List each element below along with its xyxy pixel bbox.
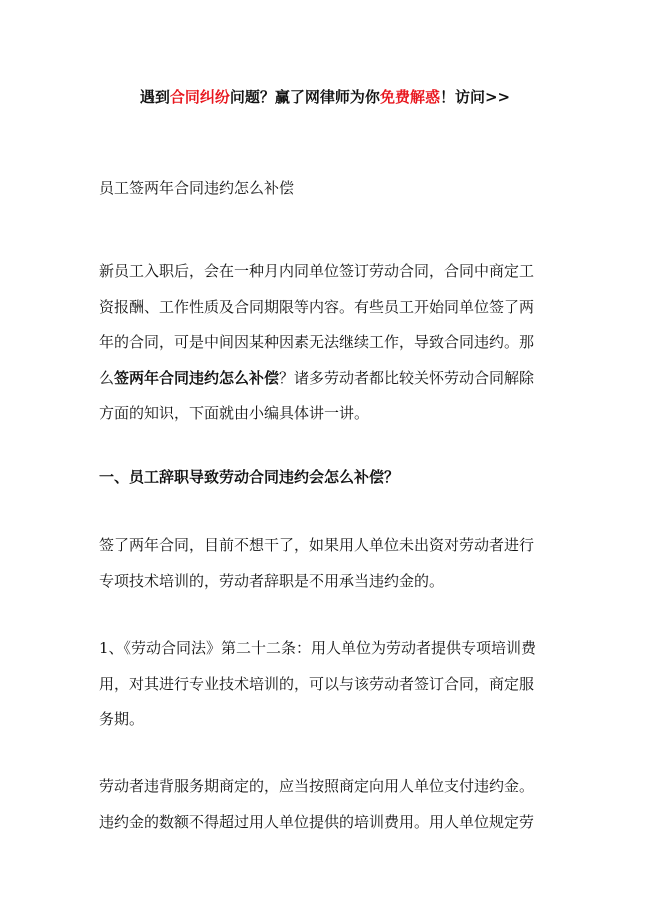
document-title: 员工签两年合同违约怎么补偿 bbox=[99, 179, 295, 197]
intro-line-5: 方面的知识，下面就由小编具体讲一讲。 bbox=[99, 404, 370, 422]
intro-line-4-post: ？诸多劳动者都比较关怀劳动合同解除 bbox=[279, 368, 535, 387]
section-1-heading: 一、员工辞职导致劳动合同违约会怎么补偿？ bbox=[99, 468, 400, 486]
intro-line-1: 新员工入职后，会在一种月内同单位签订劳动合同，合同中商定工 bbox=[99, 262, 535, 280]
paragraph-2 bbox=[99, 528, 559, 599]
banner-text-2: 问题？赢了网律师为你 bbox=[229, 88, 380, 106]
banner-text-1: 遇到 bbox=[139, 88, 170, 106]
intro-keyword: 签两年合同违约怎么补偿 bbox=[114, 368, 280, 387]
intro-paragraph bbox=[99, 254, 559, 432]
intro-line-4-pre: 么 bbox=[99, 368, 115, 387]
para2-line-2: 专项技术培训的，劳动者辞职是不用承当违约金的。 bbox=[99, 571, 445, 590]
para4-line-2: 违约金的数额不得超过用人单位提供的培训费用。用人单位规定劳 bbox=[99, 812, 535, 831]
paragraph-4 bbox=[99, 769, 559, 840]
intro-line-3: 年的合同，可是中间因某种因素无法继续工作，导致合同违约。那 bbox=[99, 333, 535, 351]
para4-line-1: 劳动者违背服务期商定的，应当按照商定向用人单位支付违约金。 bbox=[99, 777, 535, 795]
promo-banner-link[interactable] bbox=[140, 88, 510, 106]
para2-line-1: 签了两年合同，目前不想干了，如果用人单位未出资对劳动者进行 bbox=[99, 536, 535, 554]
intro-line-2: 资报酬、工作性质及合同期限等内容。有些员工开始同单位签了两 bbox=[99, 297, 535, 316]
banner-visit-link[interactable]: ！访问>> bbox=[439, 88, 511, 106]
banner-highlight-contract-dispute: 合同纠纷 bbox=[169, 88, 230, 106]
intro-line-4 bbox=[99, 361, 559, 397]
banner-highlight-free-answer: 免费解惑 bbox=[379, 88, 440, 106]
para3-line-3: 务期。 bbox=[99, 710, 145, 728]
promo-banner[interactable] bbox=[0, 86, 650, 107]
paragraph-3 bbox=[99, 631, 559, 738]
para3-line-1: 1、《劳动合同法》第二十二条：用人单位为劳动者提供专项培训费 bbox=[99, 639, 537, 657]
para3-line-2: 用，对其进行专业技术培训的，可以与该劳动者签订合同，商定服 bbox=[99, 674, 535, 693]
